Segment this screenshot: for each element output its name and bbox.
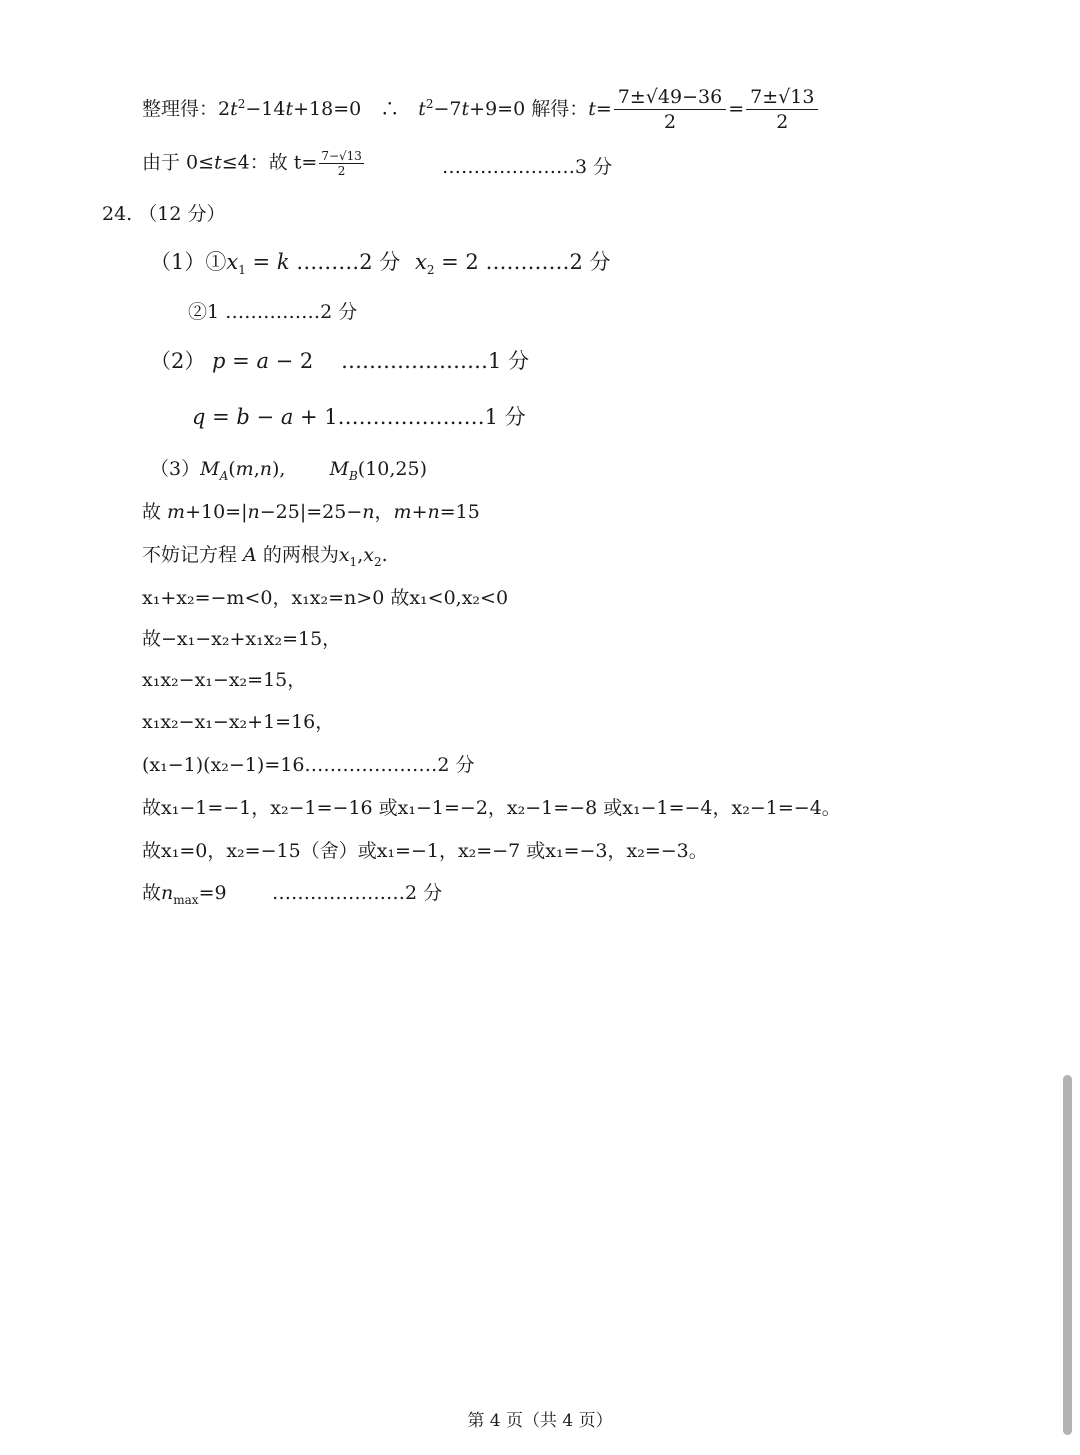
solution-line-1: 故 m+10=|n−25|=25−n，m+n=15 [142,501,480,523]
solution-line-8: 故x₁−1=−1，x₂−1=−16 或x₁−1=−2，x₂−1=−8 或x₁−1=−4，x₂−1=−4。 [142,797,841,819]
vertical-scrollbar[interactable] [1063,1075,1072,1435]
solution-line-2: 不妨记方程 A 的两根为$x_1,x_2$. [142,544,388,569]
solution-line-6: x₁x₂−x₁−x₂+1=16， [142,711,335,733]
question-24-heading: 24. （12 分） [102,203,226,225]
solution-line-5: x₁x₂−x₁−x₂=15， [142,669,307,691]
line-range-conclusion: 由于 0≤t≤4：故 t= $\frac{7-√13}{2}$ [142,149,362,178]
solution-line-3: x₁+x₂=−m<0，x₁x₂=n>0 故x₁<0,x₂<0 [142,587,509,609]
part-2-line-a: （2） p = a − 2 …………………1 分 [150,349,530,373]
solution-line-4: 故−x₁−x₂+x₁x₂=15， [142,628,342,650]
fraction-1: $\frac{7\pm√49-36}{2}$ [614,88,726,132]
part-1-line-b: $x_2 = 2$ …………2 分 [415,250,611,277]
line-equation-1: 整理得：$2t^2-14t+18=0$ ∴ $t^2-7t+9=0$ 解得：t= $\frac{7\pm√49-36}{2}$ = $\frac{7\pm√13}{2}$ [142,88,820,132]
part-2-line-b: q = b − a + 1…………………1 分 [192,405,526,429]
page-footer: 第 4 页（共 4 页） [467,1411,613,1431]
solution-line-9: 故x₁=0，x₂=−15（舍）或x₁=−1，x₂=−7 或x₁=−3，x₂=−3。 [142,840,708,862]
fraction-3: $\frac{7-√13}{2}$ [321,149,362,178]
solution-line-7: (x₁−1)(x₂−1)=16…………………2 分 [142,754,475,776]
solution-line-10: 故$n_{max}=9$ [142,882,227,907]
part-1-line-a: $(1)①x_1 = k$ ………2 分 [150,250,401,277]
fraction-2: $\frac{7\pm√13}{2}$ [746,88,818,132]
part-1-line-c: ②1 ……………2 分 [188,301,358,323]
part-3-heading: $(3)M_A(m,n)$, $M_B(10,25)$ [150,458,427,483]
score-marker-final: …………………2 分 [272,882,443,904]
score-marker: …………………3 分 [442,156,613,178]
